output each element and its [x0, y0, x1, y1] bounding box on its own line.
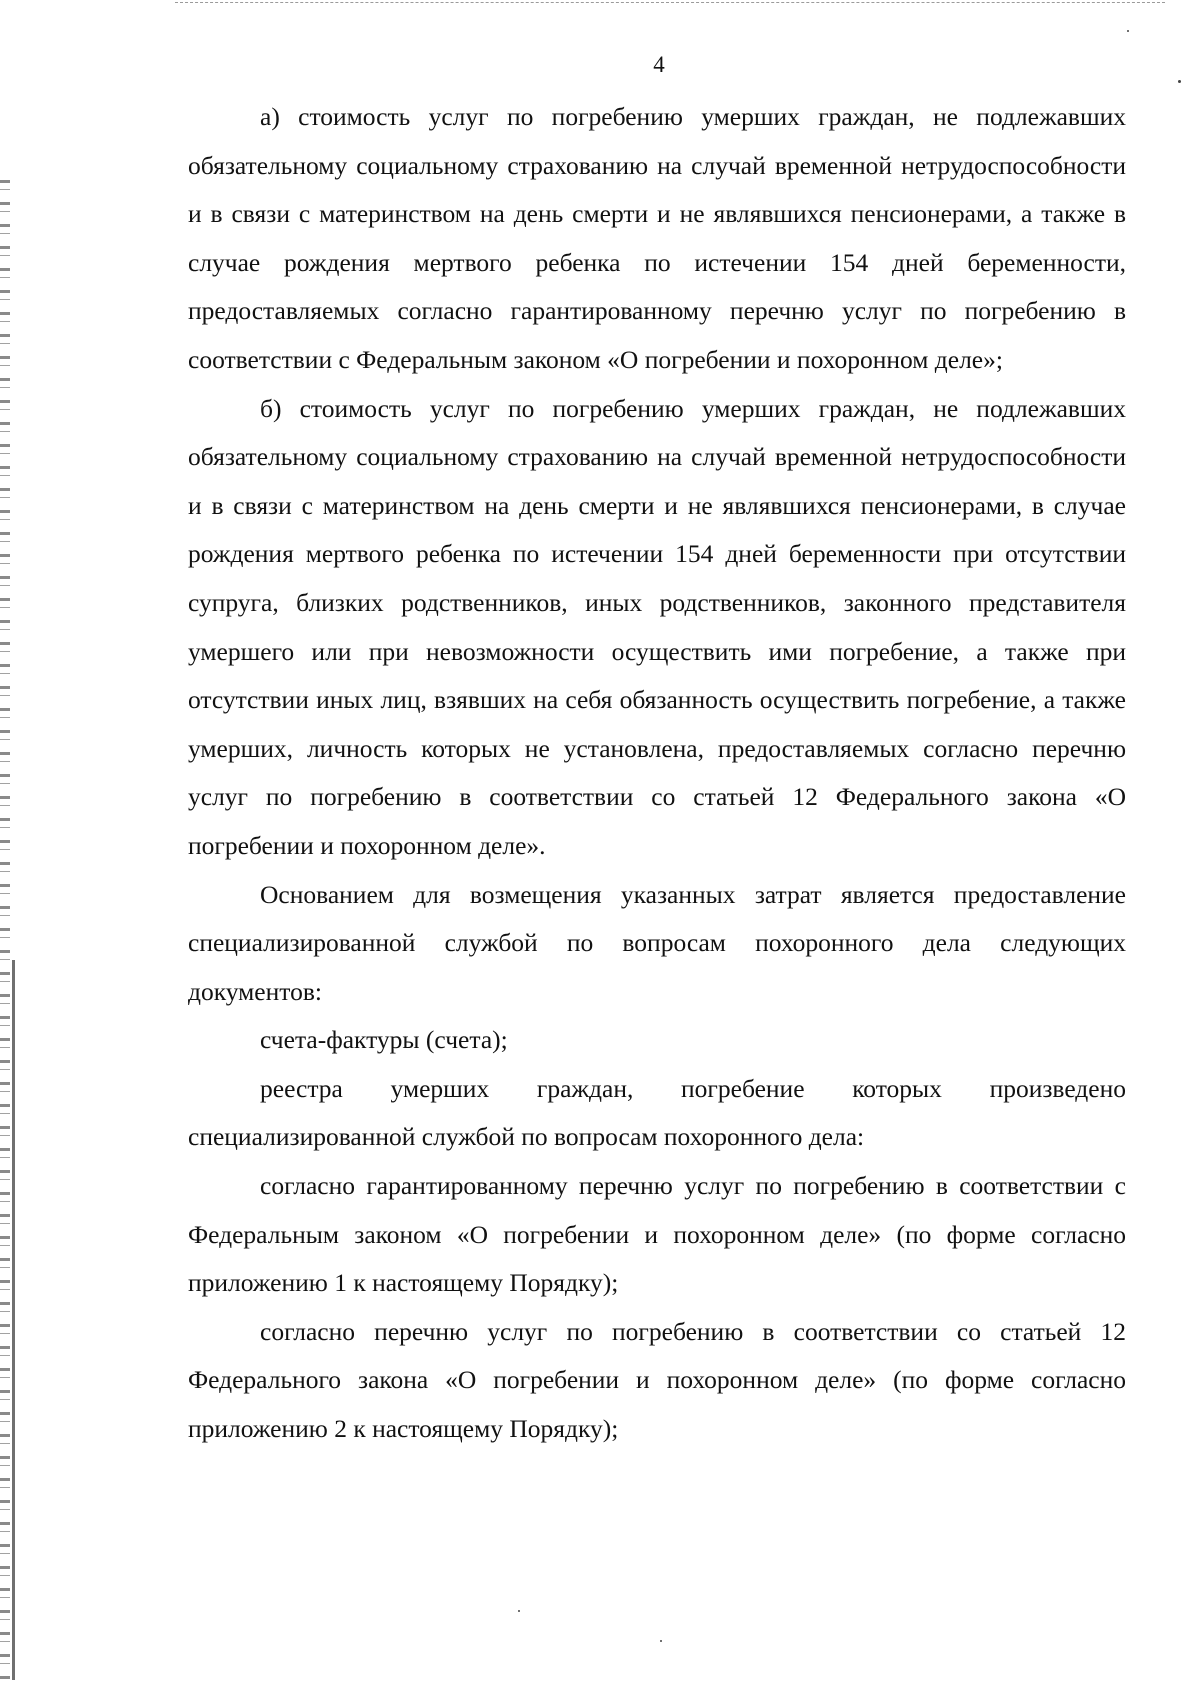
scan-border-line — [175, 2, 1165, 3]
page-number: 4 — [653, 52, 665, 77]
paragraph-article-12-list: согласно перечню услуг по погребению в соответствии со статьей 12 Федерального закона «О погребении и похоронном деле» (по форме согласно приложению 2 к настоящему Порядку); — [188, 1316, 1126, 1444]
scan-edge-artifact — [12, 960, 15, 1680]
scan-speck — [1127, 30, 1129, 32]
scan-speck — [518, 1610, 520, 1612]
document-body — [188, 93, 1126, 1454]
scan-edge-artifact — [0, 180, 10, 1680]
paragraph-invoices: счета-фактуры (счета); — [260, 1025, 508, 1055]
paragraph-item-a: а) стоимость услуг по погребению умерших граждан, не подлежавших обязательному социальному страхованию на случай временной нетрудоспособности и в связи с материнством на день смерти и не являвшихся пенсионерами, а также в случае рождения мертвого ребенка по истечении 154 дней беременности, предоставляемых согласно гарантированному перечню услуг по погребению в соответствии с Федеральным законом «О погребении и похоронном деле»; — [188, 102, 1126, 374]
paragraph-basis: Основанием для возмещения указанных затрат является предоставление специализированной службой по вопросам похоронного дела следующих документов: — [188, 879, 1126, 1006]
scan-speck — [1178, 80, 1181, 83]
paragraph-registry: реестра умерших граждан, погребение которых произведено специализированной службой по вопросам похоронного дела: — [188, 1073, 1126, 1152]
paragraph-guaranteed-list: согласно гарантированному перечню услуг по погребению в соответствии с Федеральным законом «О погребении и похоронном деле» (по форме согласно приложению 1 к настоящему Порядку); — [188, 1171, 1126, 1298]
paragraph-item-b: б) стоимость услуг по погребению умерших граждан, не подлежавших обязательному социальному страхованию на случай временной нетрудоспособности и в связи с материнством на день смерти и не являвшихся пенсионерами, в случае рождения мертвого ребенка по истечении 154 дней беременности при отсутствии супруга, близких родственников, иных родственников, законного представителя умершего или при невозможности осуществить ими погребение, а также при отсутствии иных лиц, взявших на себя обязанность осуществить погребение, а также умерших, личность которых не установлена, предоставляемых согласно перечню услуг по погребению в соответствии со статьей 12 Федерального закона «О погребении и похоронном деле». — [188, 393, 1126, 860]
scan-speck — [660, 1640, 662, 1642]
